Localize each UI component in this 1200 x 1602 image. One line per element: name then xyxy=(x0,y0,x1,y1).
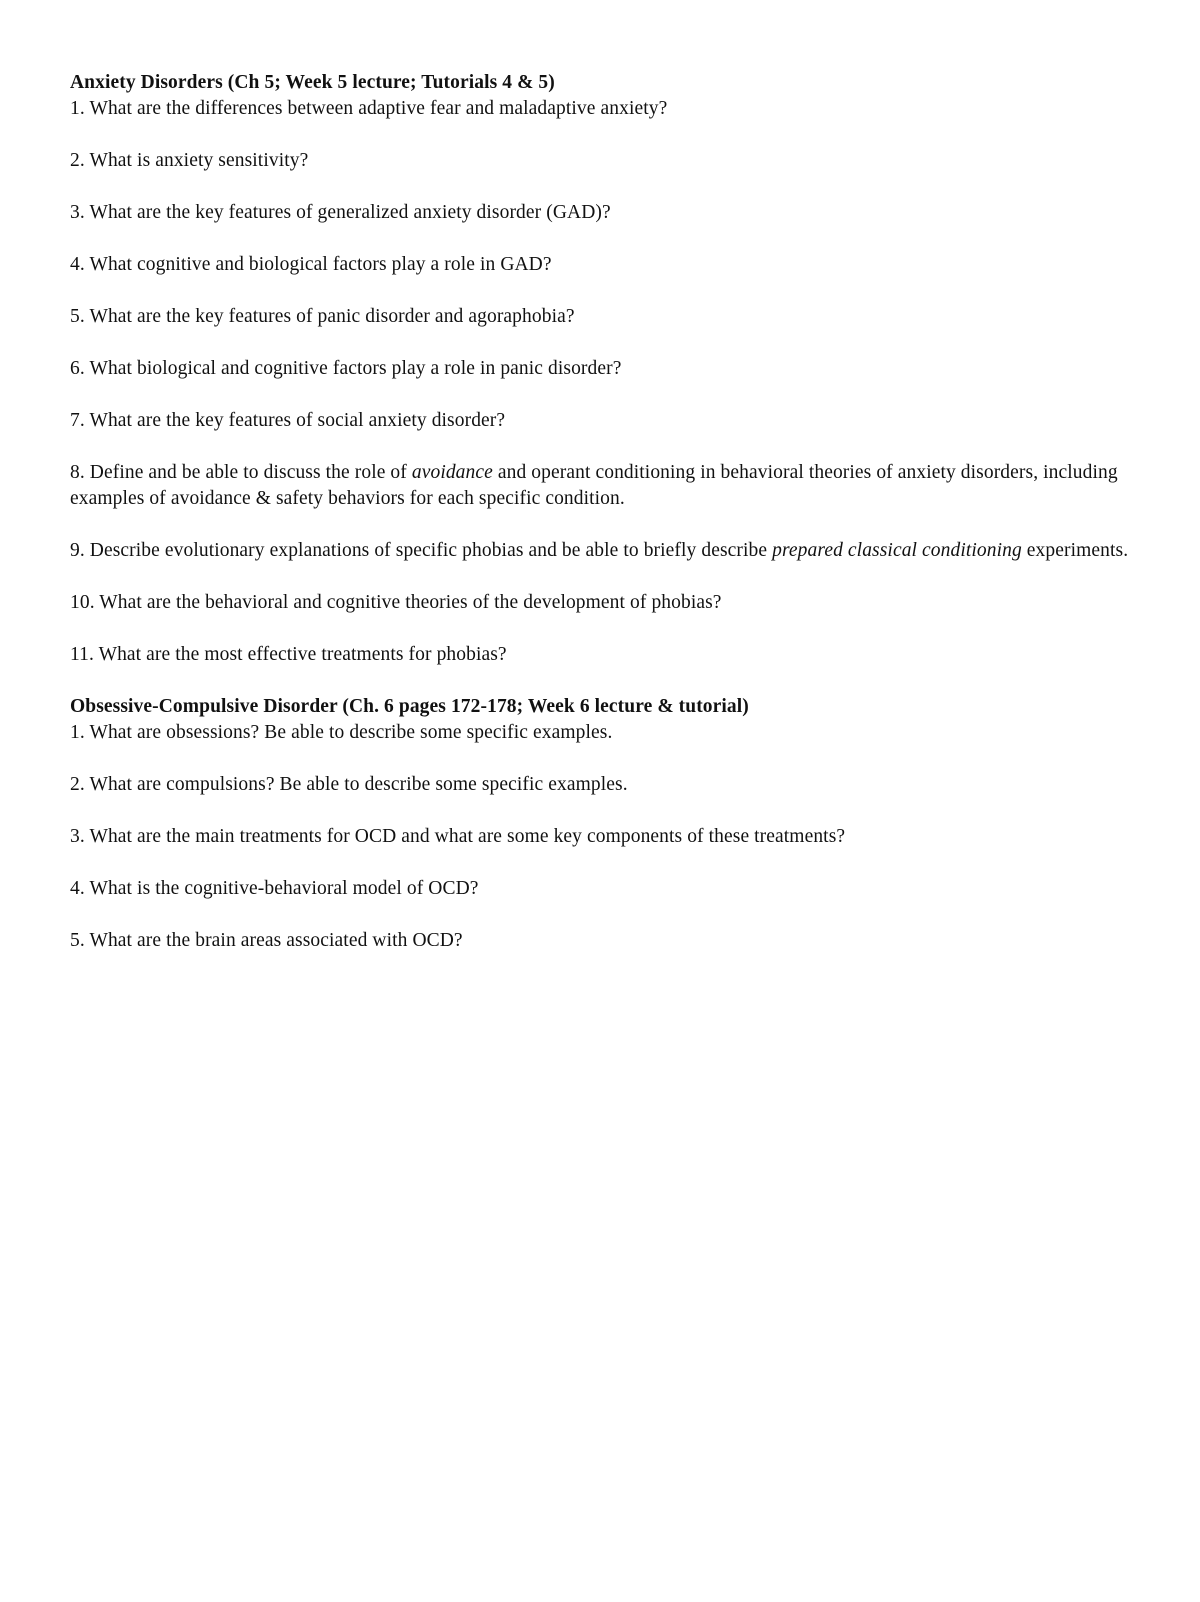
question-text: and operant conditioning in behavioral theories of anxiety disorders, including examples of avoidance & safety behaviors for each specific condition. xyxy=(70,462,1118,509)
question-item: 1. What are obsessions? Be able to describe some specific examples. xyxy=(70,722,613,743)
question-item: 5. What are the brain areas associated with OCD? xyxy=(70,930,463,951)
question-item xyxy=(70,460,1130,512)
question-item: 4. What cognitive and biological factors play a role in GAD? xyxy=(70,254,552,275)
question-item: 3. What are the main treatments for OCD and what are some key components of these treatments? xyxy=(70,826,846,847)
section-heading: Obsessive-Compulsive Disorder (Ch. 6 pages 172-178; Week 6 lecture & tutorial) xyxy=(70,696,749,717)
question-item: 6. What biological and cognitive factors play a role in panic disorder? xyxy=(70,358,622,379)
study-guide xyxy=(70,70,1130,954)
question-item: 10. What are the behavioral and cognitive theories of the development of phobias? xyxy=(70,592,722,613)
question-item: 2. What is anxiety sensitivity? xyxy=(70,150,309,171)
question-item: 1. What are the differences between adaptive fear and maladaptive anxiety? xyxy=(70,98,668,119)
section-heading: Anxiety Disorders (Ch 5; Week 5 lecture; Tutorials 4 & 5) xyxy=(70,72,555,93)
question-list xyxy=(70,720,1130,954)
question-text: 9. Describe evolutionary explanations of specific phobias and be able to briefly describe xyxy=(70,540,773,561)
question-item: 7. What are the key features of social anxiety disorder? xyxy=(70,410,506,431)
question-item: 3. What are the key features of generalized anxiety disorder (GAD)? xyxy=(70,202,611,223)
section-anxiety-disorders xyxy=(70,70,1130,668)
question-text: experiments. xyxy=(1021,540,1129,561)
question-item: 4. What is the cognitive-behavioral model of OCD? xyxy=(70,878,479,899)
section-ocd xyxy=(70,694,1130,954)
question-item: 5. What are the key features of panic disorder and agoraphobia? xyxy=(70,306,575,327)
question-text: 8. Define and be able to discuss the role of xyxy=(70,462,412,483)
question-item: 11. What are the most effective treatments for phobias? xyxy=(70,644,507,665)
italic-term: avoidance xyxy=(411,462,493,483)
italic-term: prepared classical conditioning xyxy=(772,540,1022,561)
question-list xyxy=(70,96,1130,668)
question-item: 2. What are compulsions? Be able to describe some specific examples. xyxy=(70,774,628,795)
question-item xyxy=(70,538,1130,564)
